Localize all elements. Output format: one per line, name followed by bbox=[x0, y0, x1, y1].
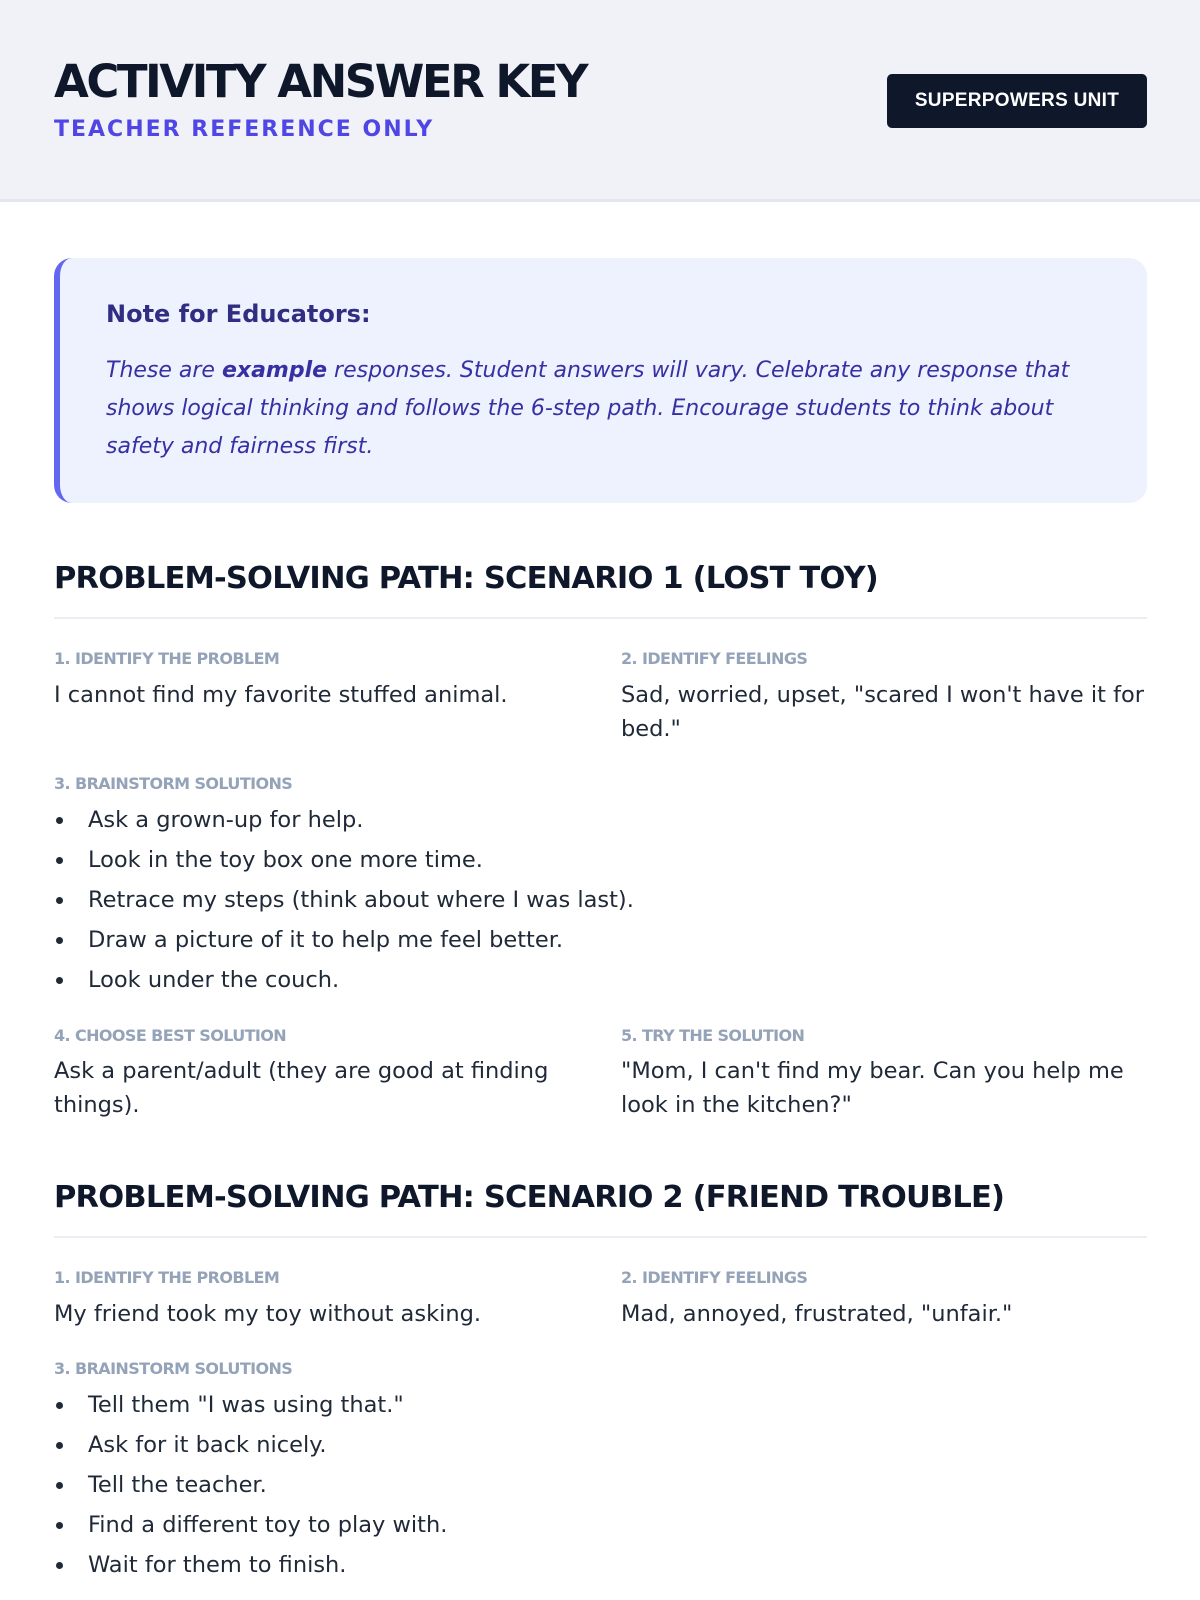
step-5-label: 5. TRY THE SOLUTION bbox=[621, 1026, 805, 1045]
note-body-prefix: These are bbox=[106, 358, 222, 383]
note-title: Note for Educators: bbox=[106, 300, 371, 328]
list-item: Ask a grown-up for help. bbox=[54, 800, 634, 840]
note-body-rest: responses. Student answers will vary. Celebrate any response that shows logical thinking and follows the 6-step path. Encourage students to think about safety and fairness first. bbox=[106, 358, 1070, 459]
list-item: Tell the teacher. bbox=[54, 1465, 447, 1505]
step-1-value: My friend took my toy without asking. bbox=[54, 1301, 482, 1327]
step-3-label: 3. BRAINSTORM SOLUTIONS bbox=[54, 774, 293, 793]
note-body-emphasis: example bbox=[221, 358, 328, 383]
educator-note bbox=[54, 258, 1147, 503]
solutions-list bbox=[54, 800, 634, 1000]
section-divider bbox=[54, 1236, 1147, 1238]
step-3-label: 3. BRAINSTORM SOLUTIONS bbox=[54, 1359, 293, 1378]
list-item: Wait for them to finish. bbox=[54, 1545, 447, 1585]
page-header bbox=[0, 0, 1200, 202]
step-1-label: 1. IDENTIFY THE PROBLEM bbox=[54, 649, 280, 668]
section-divider bbox=[54, 617, 1147, 619]
step-2-label: 2. IDENTIFY FEELINGS bbox=[621, 649, 808, 668]
step-4-value: Ask a parent/adult (they are good at finding things). bbox=[54, 1058, 549, 1118]
step-5-value: "Mom, I can't find my bear. Can you help me look in the kitchen?" bbox=[621, 1058, 1124, 1118]
scenario-1-title: PROBLEM-SOLVING PATH: SCENARIO 1 (LOST TOY) bbox=[54, 561, 878, 596]
page-title: ACTIVITY ANSWER KEY bbox=[54, 55, 587, 108]
list-item: Look in the toy box one more time. bbox=[54, 840, 634, 880]
list-item: Draw a picture of it to help me feel better. bbox=[54, 920, 634, 960]
list-item: Retrace my steps (think about where I was last). bbox=[54, 880, 634, 920]
step-1-label: 1. IDENTIFY THE PROBLEM bbox=[54, 1268, 280, 1287]
unit-badge: SUPERPOWERS UNIT bbox=[887, 74, 1147, 128]
solutions-list bbox=[54, 1385, 447, 1585]
step-2-value: Mad, annoyed, frustrated, "unfair." bbox=[621, 1301, 1013, 1327]
list-item: Look under the couch. bbox=[54, 960, 634, 1000]
note-body bbox=[106, 352, 1096, 466]
list-item: Tell them "I was using that." bbox=[54, 1385, 447, 1425]
list-item: Find a different toy to play with. bbox=[54, 1505, 447, 1545]
step-2-label: 2. IDENTIFY FEELINGS bbox=[621, 1268, 808, 1287]
list-item: Ask for it back nicely. bbox=[54, 1425, 447, 1465]
scenario-2-title: PROBLEM-SOLVING PATH: SCENARIO 2 (FRIEND TROUBLE) bbox=[54, 1180, 1005, 1215]
page-subtitle: TEACHER REFERENCE ONLY bbox=[54, 117, 435, 142]
step-2-value: Sad, worried, upset, "scared I won't have it for bed." bbox=[621, 682, 1145, 742]
step-1-value: I cannot find my favorite stuffed animal. bbox=[54, 682, 508, 708]
step-4-label: 4. CHOOSE BEST SOLUTION bbox=[54, 1026, 287, 1045]
